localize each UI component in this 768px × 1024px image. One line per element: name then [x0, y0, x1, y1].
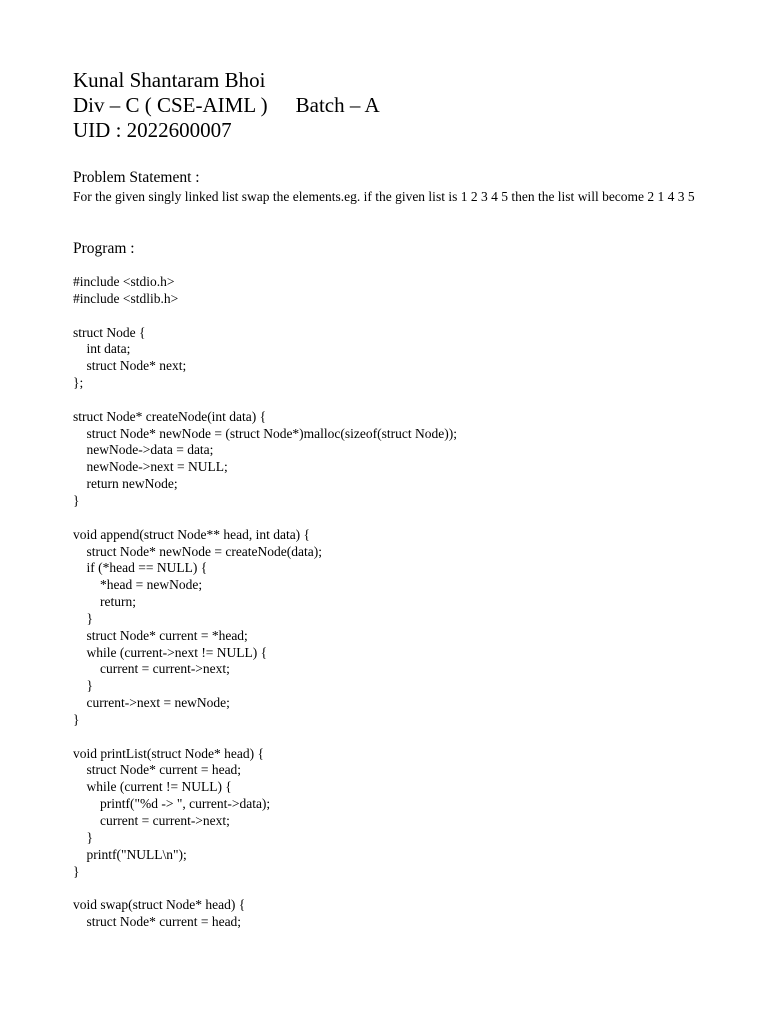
- code-line: newNode->next = NULL;: [73, 459, 228, 475]
- code-line: [73, 308, 457, 325]
- code-line: struct Node* next;: [73, 358, 187, 374]
- code-line: return newNode;: [73, 476, 178, 492]
- code-line: [73, 729, 457, 746]
- division-label: Div – C ( CSE-AIML ): [73, 93, 268, 117]
- code-line: struct Node* newNode = createNode(data);: [73, 543, 323, 559]
- code-line: #include <stdlib.h>: [73, 290, 179, 306]
- code-line: }: [73, 711, 80, 727]
- code-line: [73, 510, 457, 527]
- division-line: [73, 93, 380, 118]
- code-line: }: [73, 829, 93, 845]
- code-line: }: [73, 863, 80, 879]
- problem-statement-text: For the given singly linked list swap the elements.eg. if the given list is 1 2 3 4 5 then the list will become 2 1 4 3 5: [73, 189, 695, 204]
- author-header: [73, 68, 380, 143]
- uid-label: UID : 2022600007: [73, 118, 232, 142]
- code-line: }: [73, 492, 80, 508]
- code-line: #include <stdio.h>: [73, 274, 175, 289]
- code-line: struct Node* current = *head;: [73, 627, 248, 643]
- code-line: return;: [73, 594, 136, 610]
- document-page: [73, 0, 713, 1024]
- author-name: Kunal Shantaram Bhoi: [73, 68, 266, 92]
- code-line: int data;: [73, 341, 131, 357]
- program-heading: Program :: [73, 240, 135, 257]
- code-line: printf("NULL\n");: [73, 846, 187, 862]
- code-line: current = current->next;: [73, 813, 230, 828]
- code-line: struct Node* createNode(int data) {: [73, 408, 267, 424]
- batch-label: Batch – A: [295, 93, 380, 117]
- problem-statement-heading: Problem Statement :: [73, 169, 200, 186]
- code-line: struct Node* newNode = (struct Node*)malloc(sizeof(struct Node));: [73, 425, 457, 441]
- code-line: while (current->next != NULL) {: [73, 644, 268, 660]
- code-line: printf("%d -> ", current->data);: [73, 796, 271, 812]
- code-line: }: [73, 678, 93, 694]
- code-line: while (current != NULL) {: [73, 779, 232, 795]
- code-line: void printList(struct Node* head) {: [73, 745, 264, 761]
- code-line: }: [73, 610, 93, 626]
- code-line: newNode->data = data;: [73, 442, 214, 458]
- code-line: if (*head == NULL) {: [73, 560, 208, 576]
- code-line: void swap(struct Node* head) {: [73, 897, 246, 913]
- code-line: *head = newNode;: [73, 577, 203, 593]
- code-line: current = current->next;: [73, 661, 230, 677]
- code-listing: [73, 274, 457, 931]
- code-line: struct Node {: [73, 324, 146, 340]
- code-line: };: [73, 375, 84, 391]
- code-line: struct Node* current = head;: [73, 762, 242, 778]
- code-line: current->next = newNode;: [73, 695, 230, 711]
- code-line: [73, 880, 457, 897]
- code-line: [73, 392, 457, 409]
- code-line: struct Node* current = head;: [73, 914, 242, 930]
- code-line: void append(struct Node** head, int data) {: [73, 526, 311, 542]
